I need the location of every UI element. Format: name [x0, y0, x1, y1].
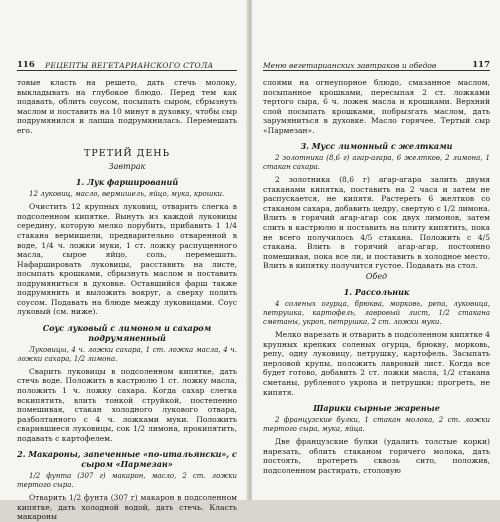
- ingredients-cheese-balls: 2 французские булки, 1 стакан молока, 2 ст. ложки тертого сыра, мука, яйца.: [263, 416, 490, 434]
- right-page: [252, 0, 500, 500]
- ingredients-macaroni: 1/2 фунта (307 г) макарон, масло, 2 ст. ложки тертого сыра.: [17, 472, 237, 490]
- meal-dinner: Обед: [365, 271, 388, 281]
- left-page: [0, 0, 248, 522]
- left-running-title: РЕЦЕПТЫ ВЕГЕТАРИАНСКОГО СТОЛА: [45, 61, 214, 70]
- day-title: ТРЕТИЙ ДЕНЬ: [84, 148, 170, 160]
- recipe-text-rassolnik: Мелко нарезать и отварить в подсоленном кипятке 4 крупных крепких соленых огурца, брюкву, морковь, репу, одну луковицу, петрушку, картофель. Засыпать перловой крупы, положить лавровый лист. Когда все будет готово, добавить 2 ст. ложки масла, 1/2 стакана сметаны, рубленого укропа и петрушки; прогреть, не кипятя.: [263, 330, 490, 397]
- recipe-text-lemon-mousse: 2 золотника (8,6 г) агар-агара залить двумя стаканами кипятка, поставить на 2 часа и затем не распускается, не кипятя. Растереть 6 желтков со стаканом сахара, добавить цедру, свертую с 1/2 лимона. Влить в горячий агар-агар сок двух лимонов, затем слить в кастрюлю и поставить на плиту кипятить, пока не всего получилось 4/5 стакана. Положить с 4/5 стакана. Влить в горячий агар-агар, постоянно помешивая, пока все ли, и поставить в холодное место. Влить в кипятку получится густое. Подавать на стол.: [263, 175, 490, 271]
- left-intro-paragraph: товые класть на решето, дать стечь молоку, выкладывать на глубокое блюдо. Перед тем как подавать, облить соусом, посыпать сыром, сбрызнуть маслом и поставить на 10 минут в духовку, чтобы сыр подрумянился и лапша подрумянилась. Перемешать его.: [17, 78, 237, 135]
- left-page-body: [17, 78, 237, 522]
- ingredients-lemon-mousse: 2 золотника (8,6 г) агар-агара, 6 желтков, 2 лимона, 1 стакан сахара.: [263, 154, 490, 172]
- right-running-title: Меню вегетарианских завтраков и обедов: [263, 61, 437, 70]
- recipe-text-macaroni: Отварить 1/2 фунта (307 г) макарон в подсоленном кипятке, дать холодной водой, дать стечь. Класть макароны: [17, 493, 237, 522]
- recipe-title-cheese-balls: Шарики сырные жареные: [313, 403, 440, 414]
- recipe-text-cheese-balls: Две французские булки (удалить толстые корки) нарезать, облить стаканом горячего молока, дать постоять, протереть сквозь сито, положив, подсоленном растирать, столовую: [263, 437, 490, 475]
- right-continuation-paragraph: слоями на огнеупорное блюдо, смазанное маслом, посыпанное крошками, пересыпая 2 ст. ложками тертого сыра, 6 ч. ложек масла и крошками. Верхний слой посыпать крошками, побрызгать маслом, дать зарумяниться в духовке. Масло горячее. Тертый сыр «Пармезан».: [263, 78, 490, 135]
- ingredients-rassolnik: 4 соленых огурца, брюква, морковь, репа, луковица, петрушка, картофель, лавровый лист, 1/2 стакана сметаны, укроп, петрушка, 2 ст. ложки муки.: [263, 300, 490, 327]
- right-header-rule: [263, 70, 490, 71]
- recipe-title-rassolnik: 1. Рассольник: [343, 287, 410, 298]
- ingredients-onion-sauce: Луковицы, 4 ч. ложки сахара, 1 ст. ложка масла, 4 ч. ложки сахара, 1/2 лимона.: [17, 345, 237, 363]
- recipe-title-lemon-mousse: 3. Мусс лимонный с желтками: [300, 141, 453, 152]
- left-header-rule: [17, 70, 237, 71]
- meal-breakfast: Завтрак: [108, 161, 146, 171]
- right-page-body: [263, 78, 490, 475]
- left-page-number: 116: [17, 60, 35, 70]
- recipe-title-stuffed-onion: 1. Лук фарширований: [75, 177, 179, 188]
- recipe-text-stuffed-onion: Очистить 12 крупных луковиц, отварить слегка в подсоленном кипятке. Вынуть из каждой луковицы середину, которую мелко порубить, прибавить 1 1/4 стакана вермишели, предварительно отваренной в воде, 1/4 ч. ложки муки, 1 ст. ложку распущенного масла, сырое яйцо, соль, перемешать. Нафаршировать луковицы, расставить на листе, посыпать крошками, сбрызнуть маслом и поставить подрумяниться в духовке. Оставшийся фарш также подрумянить и выложить вокруг, а сверху полить соусом. Подавать на блюде между луковицами. Соус луковый (см. ниже).: [17, 202, 237, 317]
- right-page-number: 117: [472, 60, 490, 70]
- recipe-title-onion-sauce: Соус луковый с лимоном и сахаром подрумяненный: [42, 322, 212, 343]
- ingredients-stuffed-onion: 12 луковиц, масло, вермишель, яйцо, мука, крошки.: [29, 190, 225, 199]
- recipe-text-onion-sauce: Сварить луковицы в подсоленном кипятке, дать стечь воде. Положить в кастрюлю 1 ст. ложку масла, положить 1 ч. ложку сахара. Когда сахар слегка вскипятить, влить тонкой струйкой, постепенно помешивая, стакан холодного лукового отвара, разболтанного с 4 ч. ложками муки. Положить сварившиеся луковицы, сок 1/2 лимона, прокипятить, подавать с картофелем.: [17, 366, 237, 443]
- recipe-title-macaroni: 2. Макароны, запеченные «по-итальянски», с сыром «Пармезан»: [17, 449, 237, 470]
